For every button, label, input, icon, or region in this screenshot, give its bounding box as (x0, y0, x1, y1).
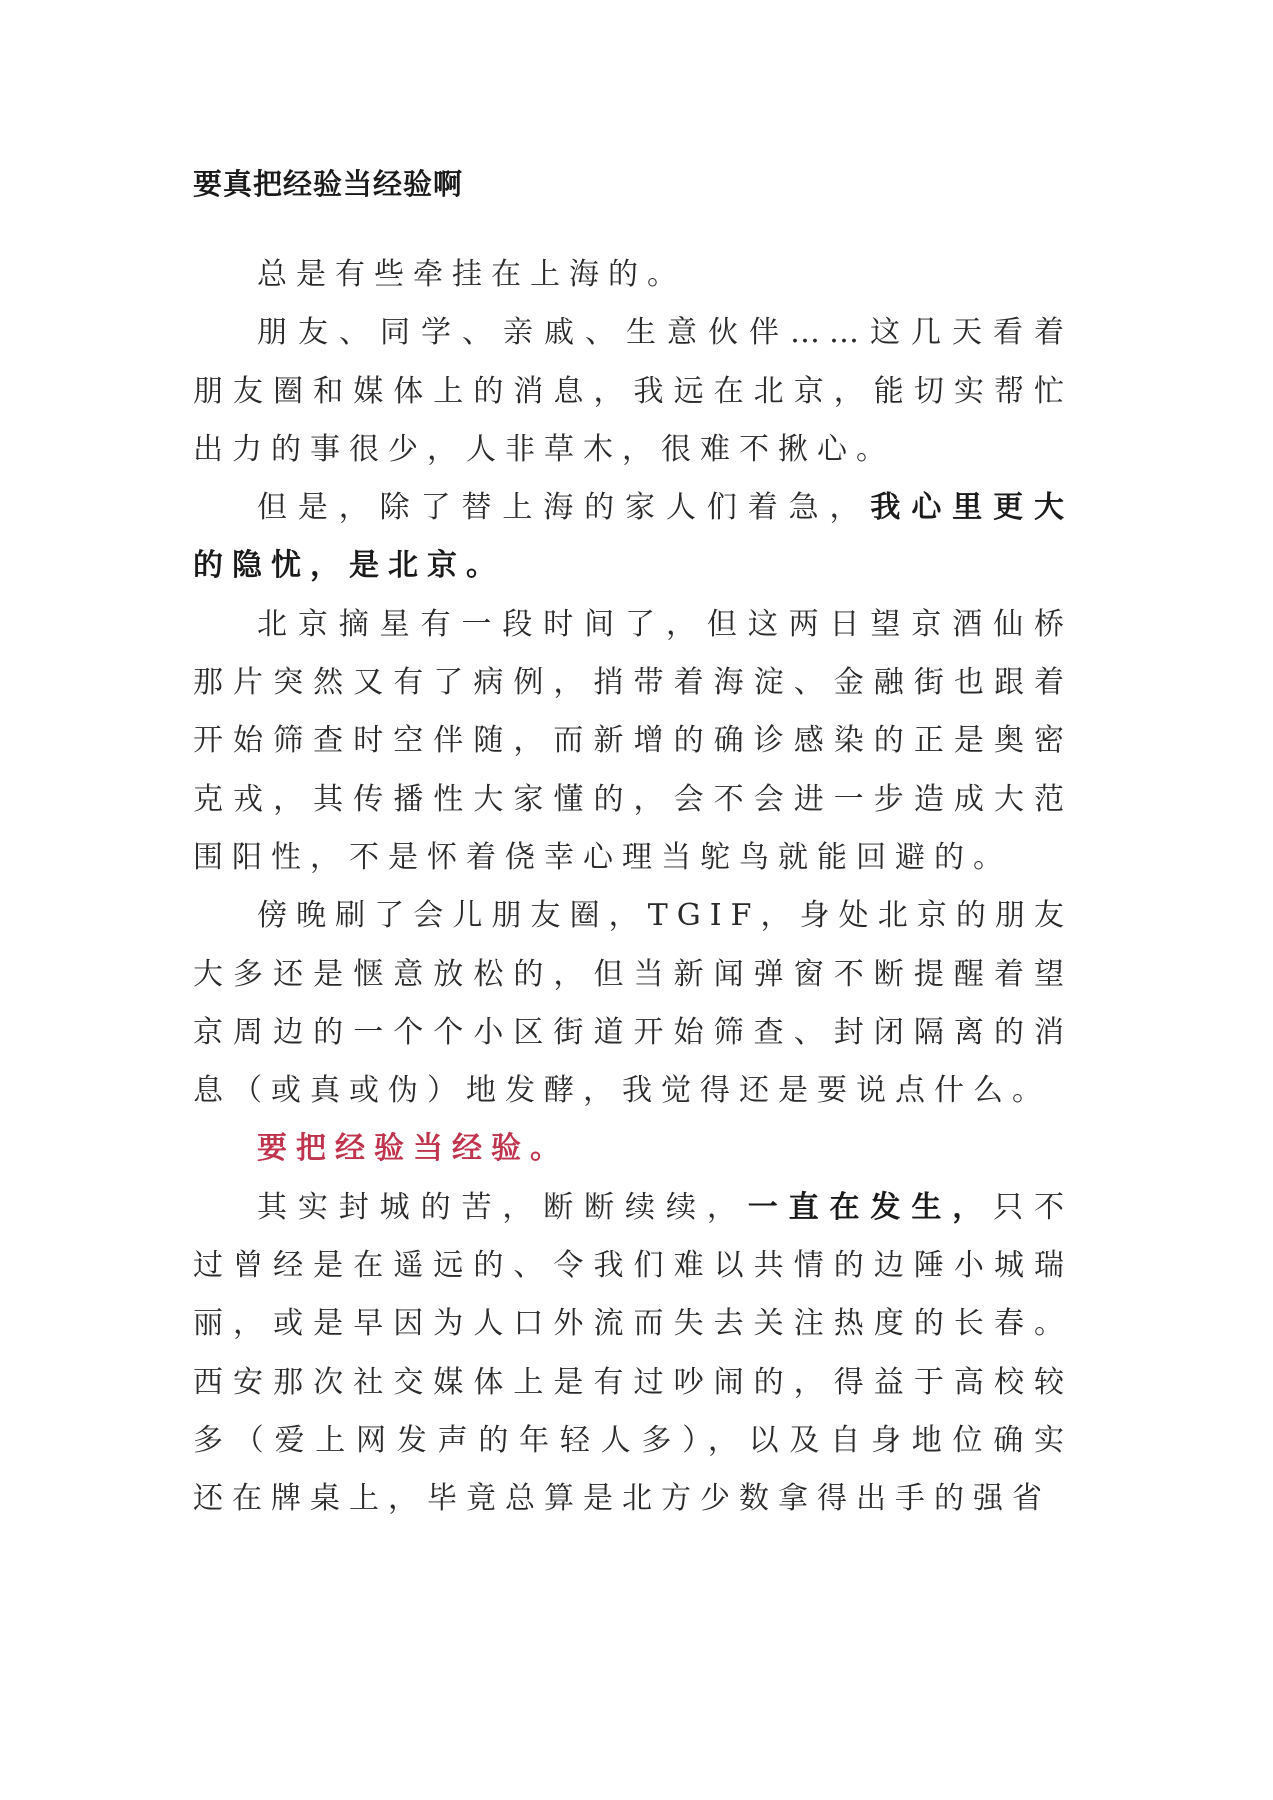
paragraph-5: 傍晚刷了会儿朋友圈，TGIF，身处北京的朋友大多还是惬意放松的，但当新闻弹窗不断提醒着望京周边的一个个小区街道开始筛查、封闭隔离的消息（或真或伪）地发酵，我觉得还是要说点什么。 (193, 898, 1073, 1109)
paragraph-7 (193, 1179, 1073, 1529)
paragraph-3-bold: 我心里更大的隐忧，是北京。 (193, 490, 1074, 584)
paragraph-7-text-a: 其实封城的苦，断断续续， (257, 1189, 748, 1225)
paragraph-3 (193, 479, 1073, 596)
paragraph-2: 朋友、同学、亲戚、生意伙伴……这几天看着朋友圈和媒体上的消息，我远在北京，能切实帮忙出力的事很少，人非草木，很难不揪心。 (193, 315, 1073, 467)
paragraph-7-bold: 一直在发生， (747, 1189, 994, 1225)
article-title: 要真把经验当经验啊 (193, 167, 464, 201)
paragraph-4: 北京摘星有一段时间了，但这两日望京酒仙桥那片突然又有了病例，捎带着海淀、金融街也跟着开始筛查时空伴随，而新增的确诊感染的正是奥密克戎，其传播性大家懂的，会不会进一步造成大范围阳性，不是怀着侥幸心理当鸵鸟就能回避的。 (193, 606, 1073, 875)
highlight-paragraph: 要把经验当经验。 (257, 1131, 569, 1167)
paragraph-1: 总是有些牵挂在上海的。 (257, 257, 686, 292)
paragraph-3-text: 但是，除了替上海的家人们着急， (257, 490, 871, 526)
paragraph-7-text-b: 只不过曾经是在遥远的、令我们难以共情的边陲小城瑞丽，或是早因为人口外流而失去关注热度的长春。西安那次社交媒体上是有过吵闹的，得益于高校较多（爱上网发声的年轻人多），以及自身地位确实还在牌桌上，毕竟总算是北方少数拿得出手的强省 (193, 1189, 1074, 1517)
document-page (193, 150, 1073, 1529)
